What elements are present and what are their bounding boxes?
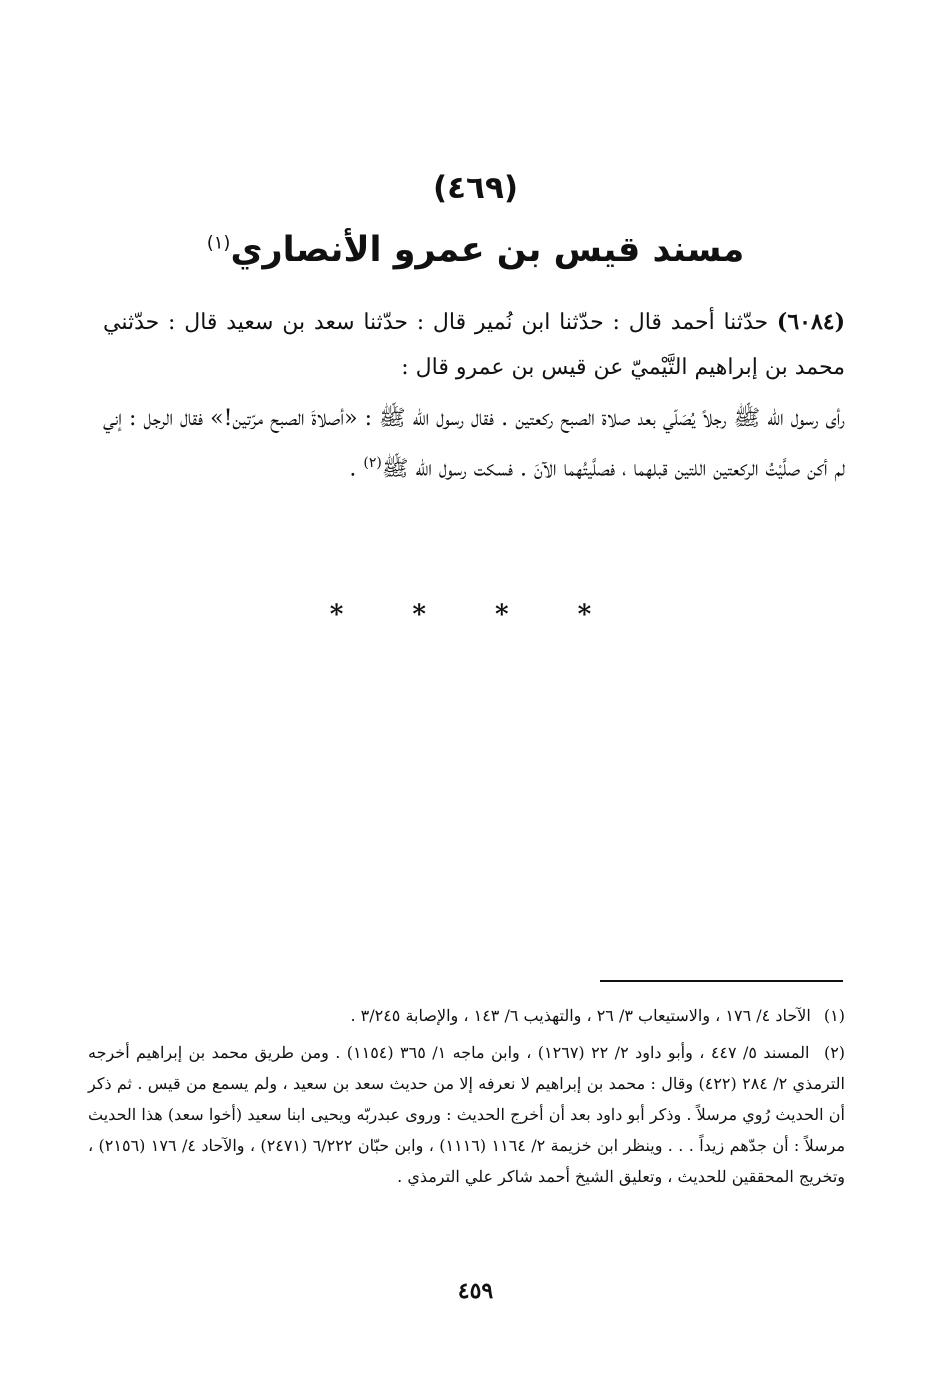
footnote-2-text: المسند ٥/ ٤٤٧ ، وأبو داود ٢/ ٢٢ (١٢٦٧) ، وابن ماجه ١/ ٣٦٥ (١١٥٤) . ومن طريق محمد بن إبراهيم أخرجه الترمذي ٢/ ٢٨٤ (٤٢٢) وقال : محمد بن إبراهيم لا نعرفه إلا من حديث سعد بن سعيد ، ولم يسمع من قيس . ثم ذكر أن الحديث رُوي مرسلاً . وذكر أبو داود بعد أن أخرج الحديث : وروى عبدربّه ويحيى ابنا سعيد (أخوا سعد) هذا الحديث مرسلاً : أن جدّهم زيداً . . . وينظر ابن خزيمة ٢/ ١١٦٤ (١١١٦) ، وابن حبّان ٦/٢٢٢ (٢٤٧١) ، والآحاد ٤/ ١٧٦ (٢١٥٦) ، وتخريج المحققين للحديث ، وتعليق الشيخ أحمد شاكر علي الترمذي . [88,1043,846,1186]
hadith-matn-paragraph [103,396,845,491]
section-separator: * * * * [329,600,622,630]
footnotes [88,1000,845,1192]
footnote-1-number: (١) [823,1006,845,1025]
footnote-1-text: الآحاد ٤/ ١٧٦ ، والاستيعاب ٣/ ٢٦ ، والتهذيب ٦/ ١٤٣ ، والإصابة ٣/٢٤٥ . [350,1006,811,1025]
hadith-end-mark: . [349,456,364,482]
chapter-title-text: مسند قيس بن عمرو الأنصاري [230,230,745,270]
footnote-divider [600,980,843,982]
chapter-title [0,230,951,270]
hadith-matn: رأى رسول الله ﷺ رجلاً يُصَلّي بعد صلاة الصبح ركعتين . فقال رسول الله ﷺ : «أصلاةَ الصبح مرّتين!» فقال الرجل : إني لم أكن صلَّيْتُ الركعتين اللتين قبلهما ، فصلَّيتُهما الآنَ . فسكت رسول الله ﷺ [103,406,845,482]
chapter-title-footnote-ref: (١) [206,232,231,254]
hadith-footnote-ref: (٢) [363,455,382,471]
hadith-isnad-paragraph [103,300,845,390]
hadith-isnad: حدّثنا أحمد قال : حدّثنا ابن نُمير قال : حدّثنا سعد بن سعيد قال : حدّثني محمد بن إبراهيم التَّيْميّ عن قيس بن عمرو قال : [103,310,845,380]
footnote-1 [88,1000,845,1031]
hadith-block [103,300,845,491]
footnote-2-number: (٢) [823,1043,846,1062]
page-number: ٤٥٩ [457,1278,494,1304]
section-number: (٤٦٩) [432,170,519,206]
footnote-2 [88,1037,845,1192]
hadith-number: (٦٠٨٤) [776,309,845,335]
